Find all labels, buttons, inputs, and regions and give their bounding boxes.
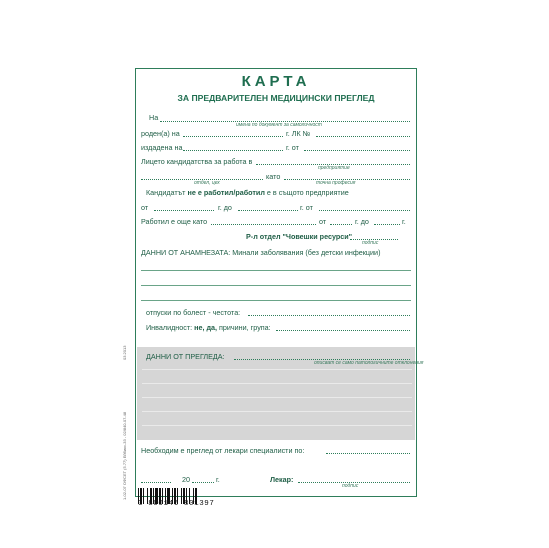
hint-name: имена по документ за самоличност [236, 122, 322, 128]
label-year-suffix: г. [216, 475, 220, 484]
label-otpuski: отпуски по болест - честота: [146, 308, 241, 317]
form-subtitle: ЗА ПРЕДВАРИТЕЛЕН МЕДИЦИНСКИ ПРЕГЛЕД [177, 93, 375, 103]
label-rabotil: Работил е още като [141, 217, 208, 226]
field-prev-to[interactable] [374, 224, 400, 225]
label-na: На [149, 113, 159, 122]
side-print-text: 1-02-07 ОФСЕТ (5.77) Ейбикс-33 - 02/840-07-48 [122, 411, 127, 500]
label-kato: като [266, 172, 281, 181]
label-g-do: г. до [218, 203, 232, 212]
hr-label: Р-л отдел "Човешки ресурси" [246, 232, 353, 241]
hint-company: предприятие [318, 165, 350, 171]
label-litseto: Лицето кандидатства за работа в [141, 157, 253, 166]
label-pregled: ДАННИ ОТ ПРЕГЛЕДА: [146, 352, 225, 361]
field-day[interactable] [141, 482, 171, 483]
label-lekar: Лекар: [270, 475, 294, 484]
anamnesis-line-3[interactable] [141, 300, 411, 301]
label-ot: от [141, 203, 149, 212]
hint-sign2: подпис [342, 483, 359, 489]
exam-line-4[interactable] [142, 411, 412, 412]
exam-line-3[interactable] [142, 397, 412, 398]
label-lk: г. ЛК № [286, 129, 311, 138]
field-issued-by[interactable] [304, 150, 410, 151]
hint-sign: подпис [362, 240, 379, 246]
candidate-line: Кандидатът не е работил/работил е в същото предприятие [146, 188, 349, 197]
anamnesis-line-1[interactable] [141, 270, 411, 271]
barcode-number: 3 800146 801397 [138, 500, 215, 508]
form-sheet [135, 68, 424, 497]
side-print-date: 03.2013 [122, 345, 127, 360]
field-invalidity[interactable] [276, 330, 410, 331]
exam-line-1[interactable] [142, 369, 412, 370]
exam-line-2[interactable] [142, 383, 412, 384]
field-prev-from[interactable] [330, 224, 352, 225]
label-g: г. [402, 217, 406, 226]
field-prev-job[interactable] [211, 224, 316, 225]
field-from-2[interactable] [319, 210, 410, 211]
hint-department: отдел, цех [194, 180, 220, 186]
field-from-1[interactable] [154, 210, 214, 211]
field-issue-date[interactable] [183, 150, 283, 151]
label-g-do2: г. до [355, 217, 369, 226]
label-year-prefix: 20 [182, 475, 190, 484]
side-print-info [122, 340, 130, 500]
hint-pregled: описват се само патологичните отклонения [314, 360, 424, 366]
label-roden: роден(а) на [141, 129, 180, 138]
invalidity-line: Инвалидност: не, да, причини, група: [146, 323, 271, 332]
field-specialists[interactable] [326, 453, 410, 454]
field-id-number[interactable] [316, 136, 410, 137]
field-sick-leave[interactable] [248, 315, 410, 316]
label-izdadena: издадена на [141, 143, 183, 152]
exam-line-5[interactable] [142, 425, 412, 426]
label-neobhodim: Необходим е преглед от лекари специалисти по: [141, 446, 305, 455]
label-anamneza: ДАННИ ОТ АНАМНЕЗАТА: Минали заболявания (без детски инфекции) [141, 248, 381, 257]
field-birthdate[interactable] [183, 136, 283, 137]
anamnesis-line-2[interactable] [141, 285, 411, 286]
label-ot2: от [319, 217, 327, 226]
field-to-1[interactable] [238, 210, 298, 211]
field-year[interactable] [192, 482, 214, 483]
label-g-ot: г. от [286, 143, 299, 152]
label-g-ot2: г. от [300, 203, 313, 212]
hint-profession: точна професия [316, 180, 356, 186]
form-title: КАРТА [241, 73, 311, 90]
